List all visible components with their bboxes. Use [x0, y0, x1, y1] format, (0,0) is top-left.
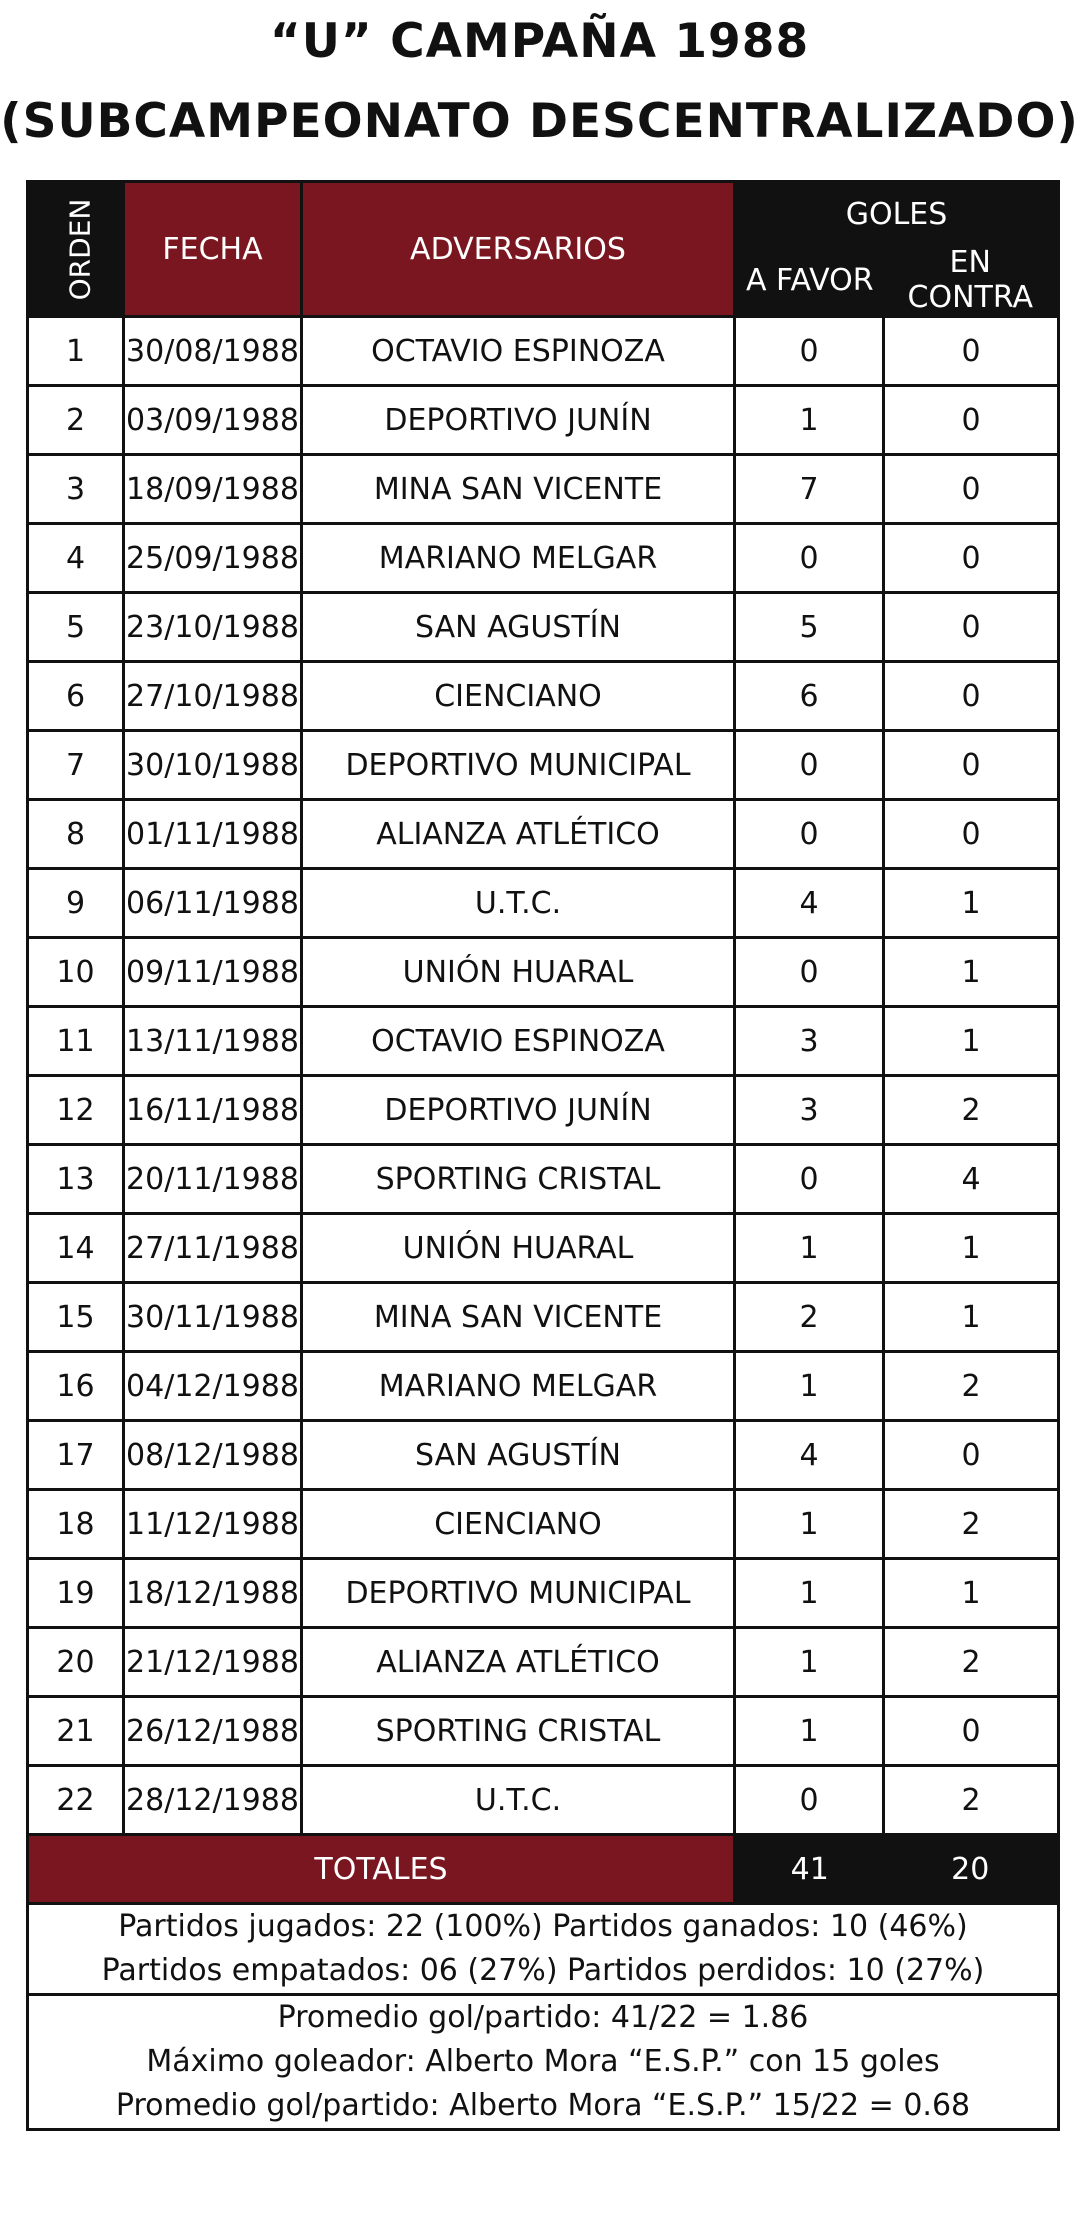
table-row — [28, 593, 1059, 662]
cell-a-favor: 1 — [735, 1490, 884, 1559]
cell-orden: 9 — [28, 869, 124, 938]
cell-orden: 3 — [28, 455, 124, 524]
cell-orden: 21 — [28, 1697, 124, 1766]
totals-contra: 20 — [884, 1835, 1059, 1904]
cell-adversario: SPORTING CRISTAL — [302, 1697, 735, 1766]
cell-a-favor: 0 — [735, 1766, 884, 1835]
cell-fecha: 27/11/1988 — [124, 1214, 302, 1283]
table-row — [28, 1145, 1059, 1214]
cell-fecha: 03/09/1988 — [124, 386, 302, 455]
cell-adversario: ALIANZA ATLÉTICO — [302, 800, 735, 869]
cell-adversario: DEPORTIVO JUNÍN — [302, 1076, 735, 1145]
cell-a-favor: 0 — [735, 524, 884, 593]
cell-fecha: 27/10/1988 — [124, 662, 302, 731]
table-row — [28, 662, 1059, 731]
cell-a-favor: 6 — [735, 662, 884, 731]
cell-a-favor: 0 — [735, 731, 884, 800]
table-row — [28, 1490, 1059, 1559]
cell-orden: 12 — [28, 1076, 124, 1145]
title-line-2: (SUBCAMPEONATO DESCENTRALIZADO) — [0, 94, 1079, 149]
cell-en-contra: 4 — [884, 1145, 1059, 1214]
cell-fecha: 16/11/1988 — [124, 1076, 302, 1145]
cell-orden: 7 — [28, 731, 124, 800]
cell-a-favor: 0 — [735, 1145, 884, 1214]
totals-row — [28, 1835, 1059, 1904]
summary-line-5: Promedio gol/partido: Alberto Mora “E.S.P.” 15/22 = 0.68 — [115, 2088, 971, 2123]
cell-a-favor: 1 — [735, 1352, 884, 1421]
cell-fecha: 04/12/1988 — [124, 1352, 302, 1421]
cell-adversario: MINA SAN VICENTE — [302, 455, 735, 524]
table-row — [28, 1697, 1059, 1766]
header-fecha: FECHA — [124, 182, 302, 317]
cell-en-contra: 1 — [884, 1214, 1059, 1283]
cell-fecha: 08/12/1988 — [124, 1421, 302, 1490]
cell-orden: 13 — [28, 1145, 124, 1214]
cell-a-favor: 7 — [735, 455, 884, 524]
table-row — [28, 386, 1059, 455]
cell-orden: 2 — [28, 386, 124, 455]
cell-adversario: SPORTING CRISTAL — [302, 1145, 735, 1214]
cell-a-favor: 1 — [735, 1697, 884, 1766]
cell-adversario: UNIÓN HUARAL — [302, 1214, 735, 1283]
cell-adversario: DEPORTIVO MUNICIPAL — [302, 731, 735, 800]
summary-matches — [28, 1904, 1059, 1995]
cell-adversario: SAN AGUSTÍN — [302, 593, 735, 662]
cell-adversario: OCTAVIO ESPINOZA — [302, 1007, 735, 1076]
cell-fecha: 23/10/1988 — [124, 593, 302, 662]
summary-goals — [28, 1995, 1059, 2130]
cell-a-favor: 0 — [735, 317, 884, 386]
cell-en-contra: 2 — [884, 1352, 1059, 1421]
cell-fecha: 30/11/1988 — [124, 1283, 302, 1352]
cell-fecha: 26/12/1988 — [124, 1697, 302, 1766]
table-row — [28, 1628, 1059, 1697]
cell-fecha: 30/10/1988 — [124, 731, 302, 800]
cell-a-favor: 4 — [735, 869, 884, 938]
cell-orden: 16 — [28, 1352, 124, 1421]
summary-row-1 — [28, 1904, 1059, 1995]
cell-orden: 17 — [28, 1421, 124, 1490]
cell-a-favor: 1 — [735, 1214, 884, 1283]
table-row — [28, 1766, 1059, 1835]
table-row — [28, 1007, 1059, 1076]
cell-en-contra: 2 — [884, 1490, 1059, 1559]
cell-adversario: ALIANZA ATLÉTICO — [302, 1628, 735, 1697]
cell-orden: 5 — [28, 593, 124, 662]
summary-line-1: Partidos jugados: 22 (100%) Partidos ganados: 10 (46%) — [118, 1909, 968, 1944]
cell-en-contra: 2 — [884, 1628, 1059, 1697]
summary-line-3: Promedio gol/partido: 41/22 = 1.86 — [277, 2000, 809, 2035]
cell-adversario: DEPORTIVO JUNÍN — [302, 386, 735, 455]
cell-adversario: SAN AGUSTÍN — [302, 1421, 735, 1490]
cell-adversario: MARIANO MELGAR — [302, 524, 735, 593]
cell-orden: 19 — [28, 1559, 124, 1628]
table-row — [28, 869, 1059, 938]
cell-en-contra: 0 — [884, 524, 1059, 593]
cell-en-contra: 2 — [884, 1766, 1059, 1835]
cell-a-favor: 0 — [735, 800, 884, 869]
cell-en-contra: 0 — [884, 662, 1059, 731]
cell-a-favor: 3 — [735, 1076, 884, 1145]
cell-en-contra: 0 — [884, 593, 1059, 662]
table-row — [28, 731, 1059, 800]
summary-line-2: Partidos empatados: 06 (27%) Partidos perdidos: 10 (27%) — [101, 1953, 985, 1988]
cell-orden: 20 — [28, 1628, 124, 1697]
table-row — [28, 317, 1059, 386]
table-row — [28, 938, 1059, 1007]
cell-fecha: 30/08/1988 — [124, 317, 302, 386]
cell-en-contra: 0 — [884, 731, 1059, 800]
table-row — [28, 1421, 1059, 1490]
cell-adversario: MARIANO MELGAR — [302, 1352, 735, 1421]
cell-a-favor: 1 — [735, 1559, 884, 1628]
results-table — [26, 180, 1060, 2131]
cell-adversario: CIENCIANO — [302, 1490, 735, 1559]
cell-orden: 15 — [28, 1283, 124, 1352]
cell-en-contra: 0 — [884, 386, 1059, 455]
cell-adversario: OCTAVIO ESPINOZA — [302, 317, 735, 386]
cell-fecha: 25/09/1988 — [124, 524, 302, 593]
cell-en-contra: 0 — [884, 800, 1059, 869]
cell-orden: 14 — [28, 1214, 124, 1283]
cell-a-favor: 3 — [735, 1007, 884, 1076]
totals-favor: 41 — [735, 1835, 884, 1904]
header-orden — [28, 182, 124, 317]
cell-adversario: DEPORTIVO MUNICIPAL — [302, 1559, 735, 1628]
table-row — [28, 800, 1059, 869]
cell-en-contra: 1 — [884, 869, 1059, 938]
cell-a-favor: 0 — [735, 938, 884, 1007]
cell-orden: 18 — [28, 1490, 124, 1559]
cell-adversario: CIENCIANO — [302, 662, 735, 731]
totals-label: TOTALES — [28, 1835, 735, 1904]
cell-fecha: 18/09/1988 — [124, 455, 302, 524]
cell-adversario: MINA SAN VICENTE — [302, 1283, 735, 1352]
cell-en-contra: 2 — [884, 1076, 1059, 1145]
cell-a-favor: 5 — [735, 593, 884, 662]
cell-a-favor: 1 — [735, 1628, 884, 1697]
cell-en-contra: 1 — [884, 1559, 1059, 1628]
cell-fecha: 28/12/1988 — [124, 1766, 302, 1835]
cell-fecha: 06/11/1988 — [124, 869, 302, 938]
cell-fecha: 21/12/1988 — [124, 1628, 302, 1697]
table-row — [28, 1283, 1059, 1352]
cell-orden: 10 — [28, 938, 124, 1007]
cell-en-contra: 0 — [884, 455, 1059, 524]
cell-en-contra: 0 — [884, 1697, 1059, 1766]
cell-orden: 22 — [28, 1766, 124, 1835]
cell-en-contra: 0 — [884, 317, 1059, 386]
table-row — [28, 1076, 1059, 1145]
cell-fecha: 18/12/1988 — [124, 1559, 302, 1628]
table-row — [28, 524, 1059, 593]
cell-fecha: 09/11/1988 — [124, 938, 302, 1007]
cell-fecha: 11/12/1988 — [124, 1490, 302, 1559]
cell-adversario: U.T.C. — [302, 1766, 735, 1835]
cell-fecha: 01/11/1988 — [124, 800, 302, 869]
header-adversarios: ADVERSARIOS — [302, 182, 735, 317]
cell-adversario: UNIÓN HUARAL — [302, 938, 735, 1007]
cell-en-contra: 1 — [884, 938, 1059, 1007]
header-goles: GOLES — [735, 182, 1059, 246]
summary-line-4: Máximo goleador: Alberto Mora “E.S.P.” con 15 goles — [146, 2044, 940, 2079]
cell-en-contra: 1 — [884, 1007, 1059, 1076]
table-row — [28, 1214, 1059, 1283]
table-row — [28, 1559, 1059, 1628]
table-row — [28, 455, 1059, 524]
title-line-1: “U” CAMPAÑA 1988 — [269, 14, 810, 69]
cell-orden: 1 — [28, 317, 124, 386]
cell-orden: 6 — [28, 662, 124, 731]
cell-a-favor: 2 — [735, 1283, 884, 1352]
table-row — [28, 1352, 1059, 1421]
cell-fecha: 20/11/1988 — [124, 1145, 302, 1214]
header-en-contra: EN CONTRA — [884, 245, 1059, 317]
header-orden-label: ORDEN — [63, 198, 97, 300]
cell-en-contra: 0 — [884, 1421, 1059, 1490]
cell-en-contra: 1 — [884, 1283, 1059, 1352]
cell-orden: 11 — [28, 1007, 124, 1076]
cell-adversario: U.T.C. — [302, 869, 735, 938]
cell-orden: 4 — [28, 524, 124, 593]
cell-orden: 8 — [28, 800, 124, 869]
cell-fecha: 13/11/1988 — [124, 1007, 302, 1076]
cell-a-favor: 1 — [735, 386, 884, 455]
summary-row-2 — [28, 1995, 1059, 2130]
header-a-favor: A FAVOR — [735, 245, 884, 317]
table-body — [28, 317, 1059, 1835]
cell-a-favor: 4 — [735, 1421, 884, 1490]
